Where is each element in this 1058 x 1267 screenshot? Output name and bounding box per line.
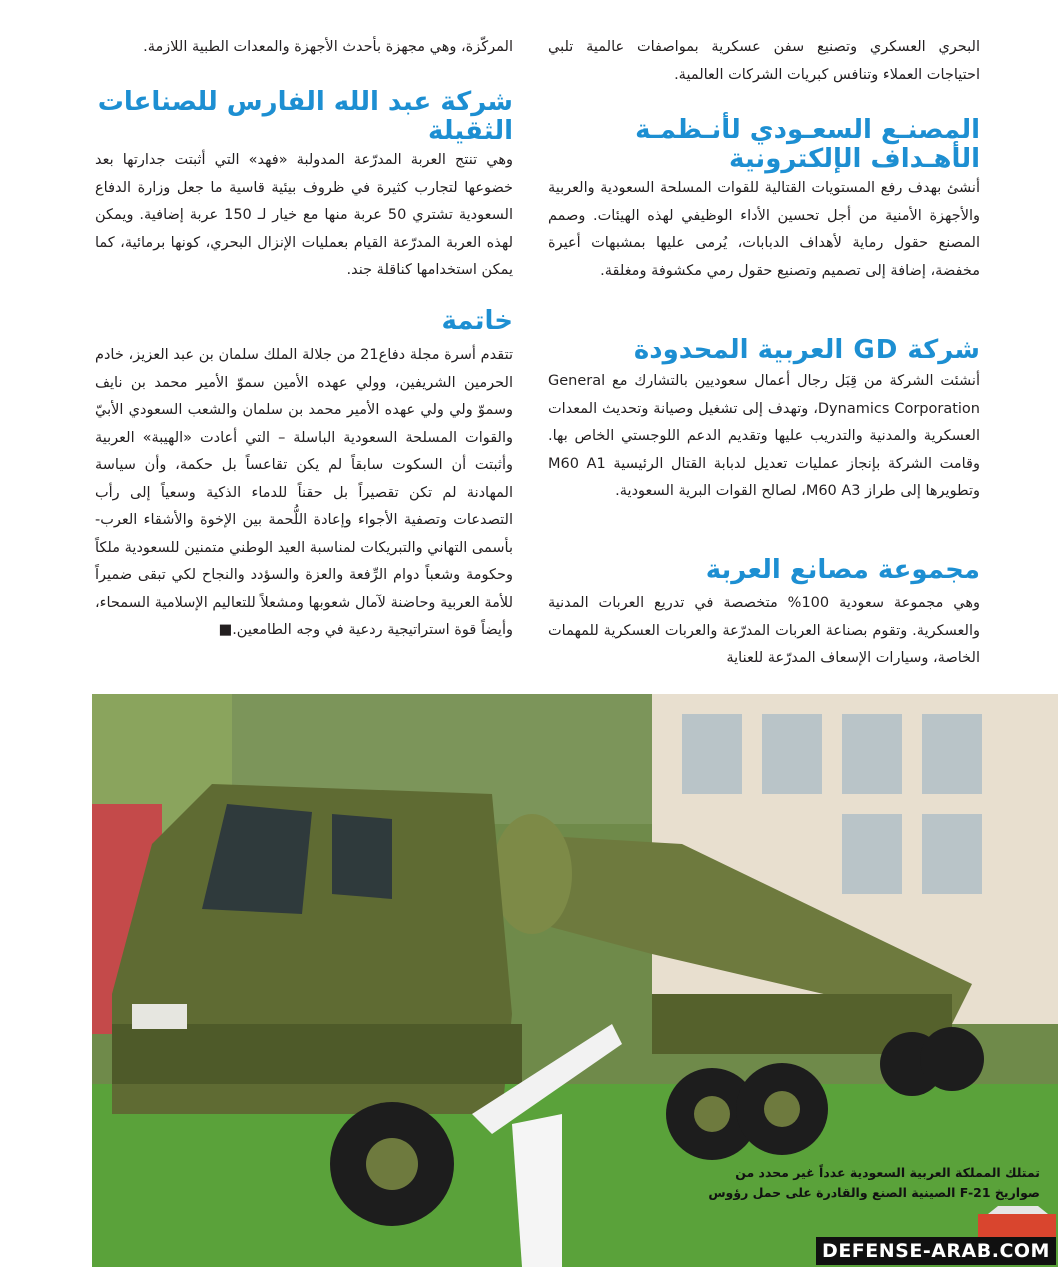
heading-conclusion: خاتمة [441,306,513,336]
paragraph-conclusion [95,342,513,645]
paragraph-gd-arabia: أنشئت الشركة من قِبَل رجال أعمال سعوديين بالتشارك مع General Dynamics Corporation، وتهدف إلى تشغيل وصيانة وتحديث المعدات العسكرية والمدنية والتدريب عليها وتقديم الدعم اللوجستي الخاص بها. وقامت الشركة بإنجاز عمليات تعديل لدبابة القتال الرئيسية M60 A1 وتطويرها إلى طراز M60 A3، لصالح القوات البرية السعودية. [548,373,980,499]
conclusion-text: تتقدم أسرة مجلة دفاع21 من جلالة الملك سلمان بن عبد العزيز، خادم الحرمين الشريفين، وولي عهده الأمين سموّ الأمير محمد بن نايف وسموّ ولي ولي عهده الأمير محمد بن سلمان والشعب السعودي الأبيّ والقوات المسلحة السعودية الباسلة – التي أعادت «الهيبة» العربية وأثبتت أن السكوت سابقاً لم يكن تقاعساً بل حكمة، وأن سياسة المهادنة لم تكن تقصيراً بل حقناً للدماء الذكية وسعياً إلى رأب التصدعات وتصفية الأجواء وإعادة اللُّحمة بين الإخوة والأشقاء العرب- بأسمى التهاني والتبريكات لمناسبة العيد الوطني متمنين للسعودية ملكاً وحكومة وشعباً دوام الرِّفعة والعزة والسؤدد والنجاح لكي تبقى ضميراً للأمة العربية وحاضنة لآمال شعوبها ومشعلاً للتعاليم الإسلامية السمحاء، وأيضاً قوة استراتيجية ردعية في وجه الطامعين. [95,347,513,638]
left-intro-paragraph: المركّزة، وهي مجهزة بأحدث الأجهزة والمعدات الطبية اللازمة. [143,39,513,55]
right-intro-paragraph: البحري العسكري وتصنيع سفن عسكرية بمواصفات عالمية تلبي احتياجات العملاء وتنافس كبريات الشركات العالمية. [548,39,980,83]
watermark-text: DEFENSE-ARAB.COM [816,1237,1056,1265]
heading-gd-arabia: شركة GD العربية المحدودة [633,335,980,365]
paragraph-armored-vehicles-group: وهي مجموعة سعودية 100% متخصصة في تدريع العربات المدنية والعسكرية. وتقوم بصناعة العربات المدرّعة والعربات العسكرية للمهمات الخاصة، وسيارات الإسعاف المدرّعة للعناية [548,595,980,666]
paragraph-electronic-targets: أنشئ بهدف رفع المستويات القتالية للقوات المسلحة السعودية والعربية والأجهزة الأمنية من أجل تحسين الأداء الوظيفي لهذه الهيئات. وصمم المصنع حقول رماية لأهداف الدبابات، يُرمى عليها بمشبهات أعيرة مخفضة، إضافة إلى تصميم وتصنيع حقول رمي مكشوفة ومغلقة. [548,180,980,279]
heading-electronic-targets: المصنـع السعـودي لأنـظمـة الأهـداف الإلكترونية [635,115,980,174]
watermark-logo-icon [978,1206,1056,1238]
end-mark: ■ [218,622,233,638]
photo-caption: تمتلك المملكة العربية السعودية عدداً غير محدد من صواريخ F-21 الصينية الصنع والقادرة على حمل رؤوس [708,1165,1040,1200]
heading-alfaris-heavy-industries: شركة عبد الله الفارس للصناعات الثقيلة [97,87,513,146]
paragraph-alfaris: وهي تنتج العربة المدرّعة المدولبة «فهد» التي أثبتت جدارتها بعد خضوعها لتجارب كثيرة في ظروف بيئية قاسية ما جعل وزارة الدفاع السعودية تشتري 50 عربة منها مع خيار لـ 150 عربة إضافية. ويمكن لهذه العربة المدرّعة القيام بعمليات الإنزال البحري، كونها برمائية، كما يمكن استخدامها كناقلة جند. [95,152,513,278]
heading-armored-vehicles-group: مجموعة مصانع العربة [705,555,980,585]
truck-cab [112,784,522,1114]
